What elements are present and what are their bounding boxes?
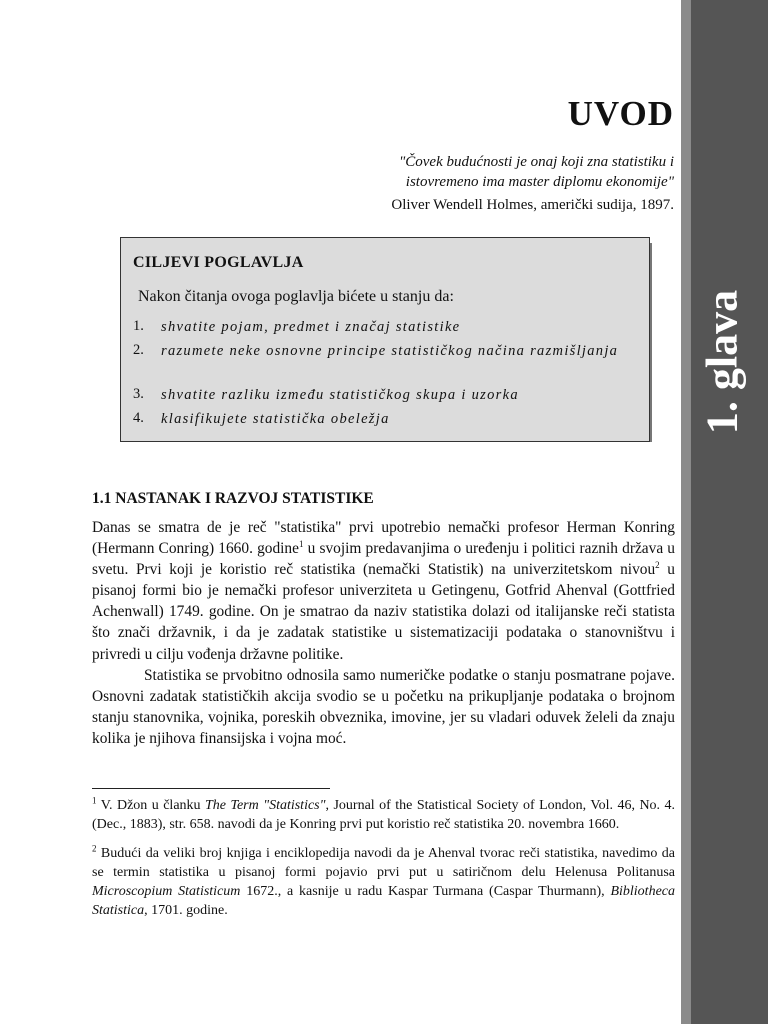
footnote-divider [92, 788, 330, 789]
text-run: Budući da veliki broj knjiga i enciklopedija navodi da je Ahenval tvorac reči statistika, navedimo da se termin statistika u pisanoj formi pojavio prvi put u satiričnom delu Helenusa Politanusa [92, 846, 675, 880]
chapter-sidebar [681, 0, 768, 1024]
objective-item [133, 318, 631, 337]
objective-number: 2. [133, 342, 144, 358]
footnote-2 [92, 844, 675, 920]
footnote-mark: 2 [92, 843, 97, 854]
objective-text: klasifikujete statistička obeležja [161, 411, 390, 427]
objective-number: 1. [133, 318, 144, 334]
work-title: Microscopium Statisticum [92, 884, 241, 899]
objective-text: razumete neke osnovne principe statističkog načina razmišljanja [161, 343, 619, 359]
chapter-label: 1. glava [697, 289, 747, 435]
text-run: 1672., a kasnije u radu Kaspar Turmana (Caspar Thurmann), [240, 884, 611, 899]
work-title: Bibliotheca Statistica [92, 884, 675, 918]
text-run: , Journal of the Statistical Society of London, Vol. 46, No. 4. (Dec., 1883), str. 658. navodi da je Konring prvi put koristio reč statistika 20. novembra 1660. [92, 798, 676, 832]
text-run: u pisanoj formi bio je nemački profesor univerziteta u Getingenu, Gotfrid Ahenval (Gottfried Achenwall) 1749. godine. On je smatrao da naziv statistika dolazi od italijanske reči statista što znači državnik, i da je zadatak statistike u sistematizaciji podataka o stanovništvu i privredi u cilju vođenja državne politike. [92, 561, 676, 663]
objective-item [133, 410, 631, 429]
footnote-ref[interactable]: 2 [655, 560, 660, 571]
objective-item [133, 342, 631, 361]
sidebar-edge [681, 0, 691, 1024]
section-heading: 1.1 NASTANAK I RAZVOJ STATISTIKE [92, 490, 374, 507]
objectives-box [120, 237, 650, 442]
text-run: V. Džon u članku [96, 798, 205, 813]
epigraph-attribution: Oliver Wendell Holmes, američki sudija, 1897. [391, 197, 674, 213]
footnotes [92, 796, 675, 930]
text-run: , 1701. godine. [144, 903, 228, 918]
page-title: UVOD [567, 94, 674, 133]
text-run: Danas se smatra de je reč "statistika" prvi upotrebio nemački profesor Herman Konring (Hermann Conring) 1660. godine [92, 519, 675, 558]
objective-item [133, 386, 631, 405]
text-run: u svojim predavanjima o uređenju i politici raznih država u svetu. Prvi koji je koristio reč statistika (nemački Statistik) na univerzitetskom nivou [92, 540, 675, 579]
objective-number: 3. [133, 386, 144, 402]
objectives-intro: Nakon čitanja ovoga poglavlja bićete u stanju da: [138, 288, 454, 305]
paragraph [92, 517, 675, 665]
objective-text: shvatite pojam, predmet i značaj statistike [161, 319, 461, 335]
epigraph-quote: "Čovek budućnosti je onaj koji zna statistiku i istovremeno ima master diplomu ekonomije" [398, 154, 674, 190]
objective-text: shvatite razliku između statističkog skupa i uzorka [161, 387, 519, 403]
footnote-mark: 1 [92, 795, 97, 806]
footnote-ref[interactable]: 1 [298, 538, 304, 549]
article-title: The Term "Statistics" [205, 798, 326, 813]
objective-number: 4. [133, 410, 144, 426]
paragraph: Statistika se prvobitno odnosila samo numeričke podatke o stanju posmatrane pojave. Osnovni zadatak statističkih akcija svodio se u početku na prikupljanje podataka o brojnom stanju stanovnika, vojnika, poreskih obveznika, imovine, jer su vladari oduvek želeli da znaju kolika je njihova finansijska i vojna moć. [92, 666, 675, 747]
footnote-1 [92, 796, 675, 834]
objectives-title: CILJEVI POGLAVLJA [133, 254, 304, 271]
body-text [92, 517, 675, 749]
